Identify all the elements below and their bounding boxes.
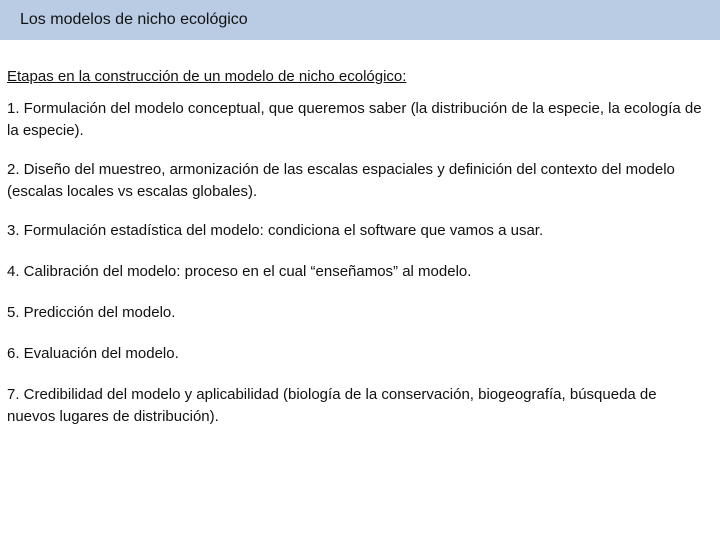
step-3: 3. Formulación estadística del modelo: condiciona el software que vamos a usar. (7, 222, 544, 239)
step-1: 1. Formulación del modelo conceptual, que queremos saber (la distribución de la especie, la ecología de la especie). (7, 100, 702, 139)
step-4: 4. Calibración del modelo: proceso en el cual “enseñamos” al modelo. (7, 263, 472, 280)
slide-title: Los modelos de nicho ecológico (20, 11, 248, 28)
step-7: 7. Credibilidad del modelo y aplicabilidad (biología de la conservación, biogeografía, búsqueda de nuevos lugares de distribución). (7, 386, 657, 425)
step-6: 6. Evaluación del modelo. (7, 345, 179, 362)
slide-header-bar (0, 0, 720, 40)
slide-content (7, 66, 707, 445)
section-heading: Etapas en la construcción de un modelo de nicho ecológico: (7, 68, 407, 85)
step-2: 2. Diseño del muestreo, armonización de las escalas espaciales y definición del contexto del modelo (escalas locales vs escalas globales). (7, 161, 675, 200)
step-5: 5. Predicción del modelo. (7, 304, 176, 321)
